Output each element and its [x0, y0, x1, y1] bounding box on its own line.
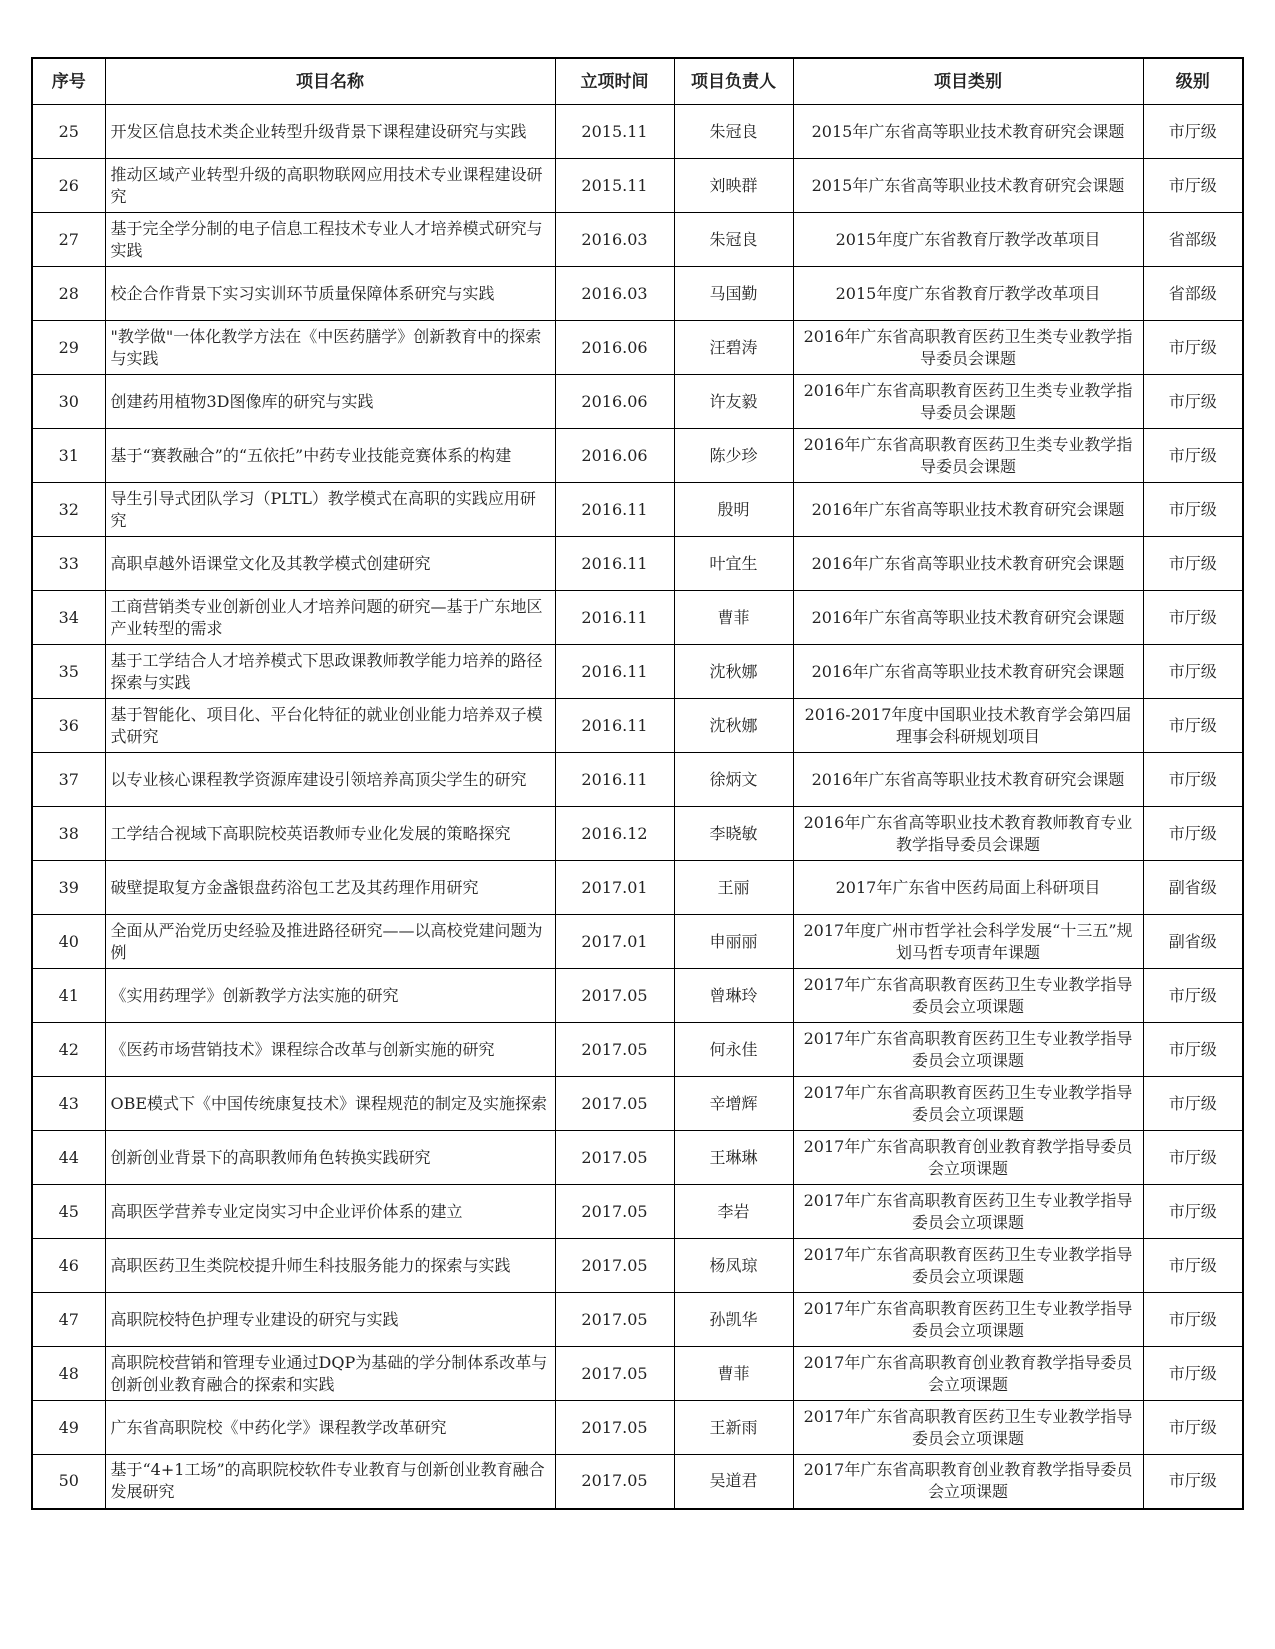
cell-seq: 34 — [32, 591, 105, 645]
cell-category: 2017年广东省高职教育医药卫生专业教学指导委员会立项课题 — [793, 969, 1143, 1023]
cell-project-name: 校企合作背景下实习实训环节质量保障体系研究与实践 — [105, 267, 555, 321]
cell-project-name: 工学结合视域下高职院校英语教师专业化发展的策略探究 — [105, 807, 555, 861]
cell-leader: 徐炳文 — [674, 753, 793, 807]
cell-date: 2016.06 — [555, 321, 674, 375]
cell-date: 2016.11 — [555, 537, 674, 591]
cell-category: 2016年广东省高等职业技术教育研究会课题 — [793, 483, 1143, 537]
cell-level: 市厅级 — [1143, 591, 1243, 645]
table-row — [32, 591, 1243, 645]
cell-date: 2016.11 — [555, 483, 674, 537]
cell-seq: 42 — [32, 1023, 105, 1077]
cell-leader: 王丽 — [674, 861, 793, 915]
cell-project-name: 推动区域产业转型升级的高职物联网应用技术专业课程建设研究 — [105, 159, 555, 213]
table-row — [32, 1023, 1243, 1077]
table-row — [32, 1401, 1243, 1455]
table-row — [32, 915, 1243, 969]
cell-leader: 曹菲 — [674, 591, 793, 645]
cell-project-name: 广东省高职院校《中药化学》课程教学改革研究 — [105, 1401, 555, 1455]
cell-category: 2016-2017年度中国职业技术教育学会第四届理事会科研规划项目 — [793, 699, 1143, 753]
cell-date: 2016.11 — [555, 645, 674, 699]
cell-leader: 吴道君 — [674, 1455, 793, 1509]
cell-project-name: 导生引导式团队学习（PLTL）教学模式在高职的实践应用研究 — [105, 483, 555, 537]
cell-project-name: 《医药市场营销技术》课程综合改革与创新实施的研究 — [105, 1023, 555, 1077]
cell-category: 2015年度广东省教育厅教学改革项目 — [793, 213, 1143, 267]
cell-date: 2017.05 — [555, 1455, 674, 1509]
cell-level: 副省级 — [1143, 915, 1243, 969]
cell-project-name: OBE模式下《中国传统康复技术》课程规范的制定及实施探索 — [105, 1077, 555, 1131]
cell-leader: 王琳琳 — [674, 1131, 793, 1185]
cell-seq: 28 — [32, 267, 105, 321]
cell-date: 2017.05 — [555, 969, 674, 1023]
cell-date: 2016.11 — [555, 699, 674, 753]
cell-date: 2017.05 — [555, 1131, 674, 1185]
cell-category: 2017年广东省高职教育医药卫生专业教学指导委员会立项课题 — [793, 1023, 1143, 1077]
cell-date: 2017.05 — [555, 1293, 674, 1347]
cell-date: 2016.06 — [555, 429, 674, 483]
cell-seq: 30 — [32, 375, 105, 429]
cell-project-name: 基于“赛教融合”的“五依托”中药专业技能竞赛体系的构建 — [105, 429, 555, 483]
table-row — [32, 1131, 1243, 1185]
cell-project-name: 开发区信息技术类企业转型升级背景下课程建设研究与实践 — [105, 105, 555, 159]
table-row — [32, 375, 1243, 429]
cell-level: 市厅级 — [1143, 807, 1243, 861]
cell-project-name: 全面从严治党历史经验及推进路径研究——以高校党建问题为例 — [105, 915, 555, 969]
cell-level: 市厅级 — [1143, 1293, 1243, 1347]
cell-seq: 41 — [32, 969, 105, 1023]
cell-leader: 刘映群 — [674, 159, 793, 213]
cell-category: 2016年广东省高职教育医药卫生类专业教学指导委员会课题 — [793, 375, 1143, 429]
cell-category: 2016年广东省高等职业技术教育研究会课题 — [793, 591, 1143, 645]
cell-category: 2017年广东省中医药局面上科研项目 — [793, 861, 1143, 915]
cell-project-name: 高职院校特色护理专业建设的研究与实践 — [105, 1293, 555, 1347]
cell-project-name: 高职医学营养专业定岗实习中企业评价体系的建立 — [105, 1185, 555, 1239]
table-row — [32, 267, 1243, 321]
cell-leader: 朱冠良 — [674, 105, 793, 159]
cell-seq: 35 — [32, 645, 105, 699]
cell-seq: 31 — [32, 429, 105, 483]
cell-level: 市厅级 — [1143, 375, 1243, 429]
cell-seq: 29 — [32, 321, 105, 375]
table-row — [32, 1455, 1243, 1509]
cell-date: 2017.05 — [555, 1347, 674, 1401]
table-row — [32, 105, 1243, 159]
cell-seq: 47 — [32, 1293, 105, 1347]
cell-date: 2017.05 — [555, 1185, 674, 1239]
cell-category: 2017年广东省高职教育医药卫生专业教学指导委员会立项课题 — [793, 1077, 1143, 1131]
cell-leader: 申丽丽 — [674, 915, 793, 969]
cell-date: 2017.05 — [555, 1401, 674, 1455]
header-date: 立项时间 — [555, 58, 674, 105]
cell-seq: 39 — [32, 861, 105, 915]
header-level: 级别 — [1143, 58, 1243, 105]
cell-date: 2017.05 — [555, 1023, 674, 1077]
cell-leader: 王新雨 — [674, 1401, 793, 1455]
header-row — [32, 58, 1243, 105]
cell-level: 市厅级 — [1143, 105, 1243, 159]
cell-leader: 朱冠良 — [674, 213, 793, 267]
cell-leader: 曹菲 — [674, 1347, 793, 1401]
cell-level: 市厅级 — [1143, 1131, 1243, 1185]
cell-seq: 37 — [32, 753, 105, 807]
cell-category: 2017年广东省高职教育医药卫生专业教学指导委员会立项课题 — [793, 1293, 1143, 1347]
cell-category: 2016年广东省高等职业技术教育研究会课题 — [793, 753, 1143, 807]
cell-level: 市厅级 — [1143, 1077, 1243, 1131]
cell-level: 市厅级 — [1143, 1239, 1243, 1293]
table-row — [32, 1239, 1243, 1293]
table-row — [32, 1077, 1243, 1131]
cell-seq: 46 — [32, 1239, 105, 1293]
cell-level: 市厅级 — [1143, 537, 1243, 591]
cell-project-name: 以专业核心课程教学资源库建设引领培养高顶尖学生的研究 — [105, 753, 555, 807]
cell-project-name: "教学做"一体化教学方法在《中医药膳学》创新教育中的探索与实践 — [105, 321, 555, 375]
cell-category: 2015年广东省高等职业技术教育研究会课题 — [793, 105, 1143, 159]
cell-project-name: 工商营销类专业创新创业人才培养问题的研究—基于广东地区产业转型的需求 — [105, 591, 555, 645]
table-row — [32, 1185, 1243, 1239]
cell-leader: 杨凤琼 — [674, 1239, 793, 1293]
cell-project-name: 《实用药理学》创新教学方法实施的研究 — [105, 969, 555, 1023]
cell-level: 市厅级 — [1143, 1185, 1243, 1239]
cell-leader: 汪碧涛 — [674, 321, 793, 375]
table-row — [32, 645, 1243, 699]
table-row — [32, 699, 1243, 753]
cell-date: 2016.11 — [555, 591, 674, 645]
cell-category: 2016年广东省高职教育医药卫生类专业教学指导委员会课题 — [793, 429, 1143, 483]
cell-seq: 48 — [32, 1347, 105, 1401]
cell-seq: 44 — [32, 1131, 105, 1185]
cell-leader: 李岩 — [674, 1185, 793, 1239]
table-body — [32, 105, 1243, 1509]
table-row — [32, 159, 1243, 213]
table-row — [32, 969, 1243, 1023]
cell-project-name: 创新创业背景下的高职教师角色转换实践研究 — [105, 1131, 555, 1185]
cell-level: 省部级 — [1143, 213, 1243, 267]
cell-level: 市厅级 — [1143, 1347, 1243, 1401]
cell-level: 市厅级 — [1143, 429, 1243, 483]
cell-date: 2016.06 — [555, 375, 674, 429]
cell-project-name: 高职卓越外语课堂文化及其教学模式创建研究 — [105, 537, 555, 591]
cell-leader: 沈秋娜 — [674, 699, 793, 753]
cell-category: 2017年广东省高职教育医药卫生专业教学指导委员会立项课题 — [793, 1239, 1143, 1293]
header-name: 项目名称 — [105, 58, 555, 105]
cell-seq: 32 — [32, 483, 105, 537]
project-table — [31, 57, 1244, 1510]
cell-category: 2015年广东省高等职业技术教育研究会课题 — [793, 159, 1143, 213]
cell-date: 2017.05 — [555, 1239, 674, 1293]
cell-leader: 何永佳 — [674, 1023, 793, 1077]
cell-date: 2016.03 — [555, 267, 674, 321]
cell-seq: 25 — [32, 105, 105, 159]
cell-leader: 马国勤 — [674, 267, 793, 321]
table-row — [32, 1347, 1243, 1401]
cell-seq: 50 — [32, 1455, 105, 1509]
cell-level: 市厅级 — [1143, 1455, 1243, 1509]
cell-category: 2016年广东省高职教育医药卫生类专业教学指导委员会课题 — [793, 321, 1143, 375]
cell-seq: 36 — [32, 699, 105, 753]
table-row — [32, 321, 1243, 375]
cell-date: 2016.11 — [555, 753, 674, 807]
cell-level: 省部级 — [1143, 267, 1243, 321]
table-row — [32, 213, 1243, 267]
cell-date: 2016.12 — [555, 807, 674, 861]
cell-category: 2015年度广东省教育厅教学改革项目 — [793, 267, 1143, 321]
cell-category: 2017年广东省高职教育创业教育教学指导委员会立项课题 — [793, 1455, 1143, 1509]
table-row — [32, 483, 1243, 537]
cell-level: 市厅级 — [1143, 321, 1243, 375]
cell-project-name: 破壁提取复方金盏银盘药浴包工艺及其药理作用研究 — [105, 861, 555, 915]
cell-seq: 49 — [32, 1401, 105, 1455]
table-row — [32, 753, 1243, 807]
cell-date: 2017.05 — [555, 1077, 674, 1131]
cell-leader: 孙凯华 — [674, 1293, 793, 1347]
cell-leader: 陈少珍 — [674, 429, 793, 483]
cell-category: 2017年广东省高职教育医药卫生专业教学指导委员会立项课题 — [793, 1185, 1143, 1239]
table-row — [32, 1293, 1243, 1347]
cell-category: 2016年广东省高等职业技术教育研究会课题 — [793, 645, 1143, 699]
cell-date: 2017.01 — [555, 861, 674, 915]
cell-seq: 40 — [32, 915, 105, 969]
cell-level: 市厅级 — [1143, 699, 1243, 753]
cell-level: 市厅级 — [1143, 1023, 1243, 1077]
cell-date: 2016.03 — [555, 213, 674, 267]
cell-date: 2017.01 — [555, 915, 674, 969]
header-category: 项目类别 — [793, 58, 1143, 105]
cell-level: 市厅级 — [1143, 645, 1243, 699]
table-row — [32, 807, 1243, 861]
cell-project-name: 创建药用植物3D图像库的研究与实践 — [105, 375, 555, 429]
cell-level: 市厅级 — [1143, 483, 1243, 537]
cell-category: 2016年广东省高等职业技术教育教师教育专业教学指导委员会课题 — [793, 807, 1143, 861]
cell-project-name: 基于完全学分制的电子信息工程技术专业人才培养模式研究与实践 — [105, 213, 555, 267]
cell-category: 2017年度广州市哲学社会科学发展“十三五”规划马哲专项青年课题 — [793, 915, 1143, 969]
cell-seq: 27 — [32, 213, 105, 267]
cell-seq: 43 — [32, 1077, 105, 1131]
cell-leader: 李晓敏 — [674, 807, 793, 861]
cell-project-name: 基于“4+1工场”的高职院校软件专业教育与创新创业教育融合发展研究 — [105, 1455, 555, 1509]
cell-level: 副省级 — [1143, 861, 1243, 915]
cell-seq: 33 — [32, 537, 105, 591]
cell-seq: 45 — [32, 1185, 105, 1239]
cell-leader: 殷明 — [674, 483, 793, 537]
table-row — [32, 429, 1243, 483]
cell-level: 市厅级 — [1143, 969, 1243, 1023]
header-leader: 项目负责人 — [674, 58, 793, 105]
cell-seq: 38 — [32, 807, 105, 861]
cell-leader: 叶宜生 — [674, 537, 793, 591]
cell-category: 2016年广东省高等职业技术教育研究会课题 — [793, 537, 1143, 591]
cell-leader: 辛增辉 — [674, 1077, 793, 1131]
cell-level: 市厅级 — [1143, 1401, 1243, 1455]
cell-project-name: 基于工学结合人才培养模式下思政课教师教学能力培养的路径探索与实践 — [105, 645, 555, 699]
cell-project-name: 基于智能化、项目化、平台化特征的就业创业能力培养双子模式研究 — [105, 699, 555, 753]
header-seq: 序号 — [32, 58, 105, 105]
cell-project-name: 高职院校营销和管理专业通过DQP为基础的学分制体系改革与创新创业教育融合的探索和实践 — [105, 1347, 555, 1401]
cell-level: 市厅级 — [1143, 159, 1243, 213]
cell-date: 2015.11 — [555, 159, 674, 213]
cell-category: 2017年广东省高职教育创业教育教学指导委员会立项课题 — [793, 1347, 1143, 1401]
cell-leader: 许友毅 — [674, 375, 793, 429]
cell-date: 2015.11 — [555, 105, 674, 159]
cell-category: 2017年广东省高职教育创业教育教学指导委员会立项课题 — [793, 1131, 1143, 1185]
cell-project-name: 高职医药卫生类院校提升师生科技服务能力的探索与实践 — [105, 1239, 555, 1293]
cell-leader: 曾琳玲 — [674, 969, 793, 1023]
table-row — [32, 537, 1243, 591]
cell-level: 市厅级 — [1143, 753, 1243, 807]
cell-category: 2017年广东省高职教育医药卫生专业教学指导委员会立项课题 — [793, 1401, 1143, 1455]
cell-seq: 26 — [32, 159, 105, 213]
table-row — [32, 861, 1243, 915]
cell-leader: 沈秋娜 — [674, 645, 793, 699]
